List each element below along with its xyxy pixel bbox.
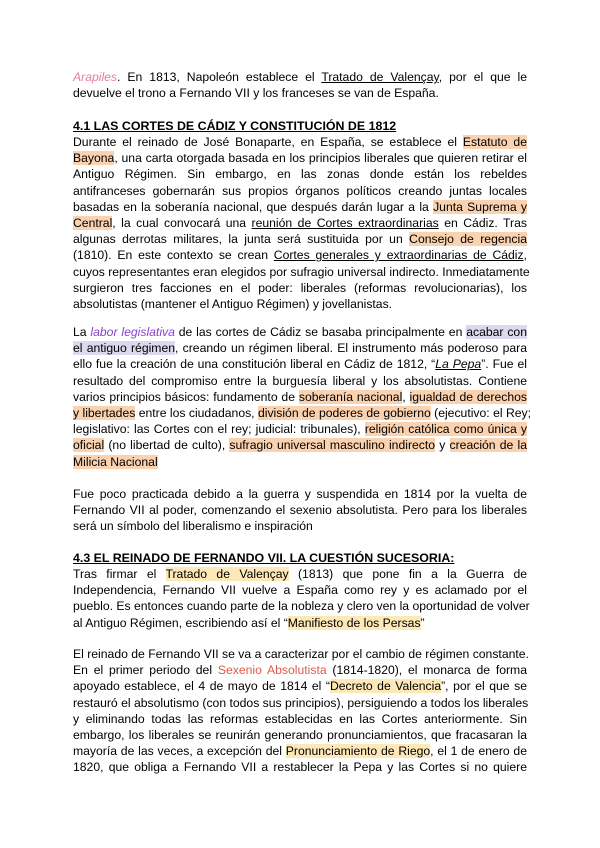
text-line: varios principios básicos: fundamento de soberanía nacional, igualdad de derechos — [73, 389, 527, 404]
text-line: Independencia, Fernando VII vuelve a España como rey y es aclamado por el — [73, 583, 527, 598]
text-line: Tras firmar el Tratado de Valençay (1813) que pone fin a la Guerra de — [73, 567, 527, 581]
section-heading-cortes-cadiz: 4.1 LAS CORTES DE CÁDIZ Y CONSTITUCIÓN DE 1812 — [73, 119, 397, 133]
text-line: apoyado establece, el 4 de mayo de 1814 el “Decreto de Valencia”, por el que se — [73, 679, 527, 694]
paragraph-poco-practicada — [73, 486, 527, 535]
text-line: algunas derrotas militares, la junta será sustituida por un Consejo de regencia — [73, 232, 528, 247]
text-line: Fue poco practicada debido a la guerra y suspendida en 1814 por la vuelta de — [73, 487, 527, 501]
highlight-acabar-con: acabar con — [466, 325, 527, 339]
highlight-religion: religión católica como única y — [364, 422, 527, 437]
text-line: Bayona, una carta otorgada basada en los principios liberales que quieren retirar el — [73, 151, 527, 166]
highlight-junta-suprema: Junta Suprema y — [433, 199, 527, 214]
paragraph-cortes-cadiz — [73, 134, 530, 312]
term-labor-legislativa: labor legislativa — [90, 325, 175, 339]
underlined-cortes-generales: Cortes generales y extraordinarias de Cádiz — [273, 248, 524, 263]
text-line: devuelve el trono a Fernando VII y los franceses se van de España. — [73, 86, 439, 101]
text-line: La labor legislativa de las cortes de Cádiz se basaba principalmente en acabar con — [73, 325, 527, 339]
highlight-consejo-regencia: Consejo de regencia — [409, 232, 528, 247]
text-line: será un símbolo del liberalismo e inspiración — [73, 519, 313, 534]
text-line: resultado del compromiso entre la burguesía liberal y los absolutistas. Contiene — [73, 373, 527, 388]
highlight-manifiesto-persas: Manifiesto de los Persas — [287, 615, 421, 630]
highlight-soberania: soberanía nacional — [298, 389, 403, 404]
term-la-pepa: La Pepa — [435, 357, 482, 372]
text-line: cuyos representantes eran elegidos por sufragio universal indirecto. Inmediatamente — [73, 264, 530, 279]
highlight-antiguo-regimen: el antiguo régimen — [73, 341, 176, 356]
text-line: legislativo: las Cortes con el rey; judicial: tribunales), religión católica como única y — [73, 422, 527, 437]
text-line: y eliminando todas las reformas establecidas en las Cortes anteriormente. Sin — [73, 711, 527, 726]
text-line: absolutistas (mantener el Antiguo Régimen) y jovellanistas. — [73, 296, 393, 311]
text-line: el antiguo régimen, creando un régimen liberal. El instrumento más poderoso para — [73, 341, 527, 356]
text-line: mayoría de las veces, a excepción del Pronunciamiento de Riego, el 1 de enero de — [73, 744, 527, 759]
highlight-pronunciamiento-riego: Pronunciamiento de Riego — [285, 744, 431, 759]
text-line: 1820, que obliga a Fernando VII a restablecer la Pepa y las Cortes si no quiere — [73, 760, 527, 775]
highlight-creacion: creación de la — [449, 438, 527, 453]
text-line: Fernando VII al poder, comenzando el sexenio absolutista. Pero para los liberales — [73, 503, 527, 518]
text-line: restauró el absolutismo (con todos sus principios), persiguiendo a todos los liberales — [73, 695, 529, 710]
highlight-bayona: Bayona — [73, 151, 115, 166]
place-name-arapiles: Arapiles — [73, 70, 118, 84]
text-line: Antiguo Régimen. Sin embargo, en las zonas donde están los rebeldes — [73, 167, 527, 182]
text-line: basadas en la soberanía nacional, que después darán lugar a la Junta Suprema y — [73, 199, 527, 214]
text-line: Central, la cual convocará una reunión de Cortes extraordinarias en Cádiz. Tras — [73, 215, 527, 230]
highlight-oficial: oficial — [73, 438, 105, 453]
text-line: oficial (no libertad de culto), sufragio universal masculino indirecto y creación de la — [73, 438, 527, 453]
text-line: Arapiles. En 1813, Napoleón establece el Tratado de Valençay, por el que le — [73, 70, 527, 84]
paragraph-intro — [73, 69, 527, 101]
highlight-milicia: Milicia Nacional — [73, 454, 158, 469]
text-line: al Antiguo Régimen, escribiendo así el “Manifiesto de los Persas” — [73, 615, 425, 630]
highlight-division-poderes: división de poderes de gobierno — [257, 405, 431, 420]
text-line: pueblo. Es entonces cuando parte de la nobleza y clero ven la oportunidad de volver — [73, 599, 530, 614]
underlined-reunion-cortes: reunión de Cortes extraordinarias — [251, 215, 439, 230]
highlight-decreto-valencia: Decreto de Valencia — [329, 679, 442, 694]
text-line: embargo, los liberales se reunirán generando pronunciamientos, que fracasaran la — [73, 727, 527, 742]
treaty-valencay-link: Tratado de Valençay — [321, 70, 439, 84]
highlight-sufragio: sufragio universal masculino indirecto — [229, 438, 436, 453]
text-line: El reinado de Fernando VII se va a caracterizar por el cambio de régimen constante. — [73, 647, 529, 661]
text-line: ello fue la creación de una constitución liberal en Cádiz de 1812, “La Pepa”. Fue el — [73, 357, 527, 372]
section-heading-fernando-vii: 4.3 EL REINADO DE FERNANDO VII. LA CUESTIÓN SUCESORIA: — [73, 551, 455, 565]
paragraph-tratado-valencay — [73, 566, 530, 631]
text-line — [73, 454, 527, 470]
highlight-estatuto: Estatuto de — [462, 135, 527, 149]
paragraph-labor-legislativa — [73, 324, 531, 470]
highlight-libertades: y libertades — [73, 405, 136, 420]
text-line: antifranceses gobernarán sus propios órganos políticos creando juntas locales — [73, 183, 527, 198]
term-sexenio-absolutista: Sexenio Absolutista — [217, 663, 327, 678]
highlight-tratado-valencay: Tratado de Valençay — [165, 567, 289, 581]
text-line: y libertades entre los ciudadanos, división de poderes de gobierno (ejecutivo: el Rey; — [73, 405, 531, 420]
text-line: Durante el reinado de José Bonaparte, en España, se establece el Estatuto de — [73, 135, 527, 149]
text-line: En el primer periodo del Sexenio Absolutista (1814-1820), el monarca de forma — [73, 663, 527, 678]
text-line: (1810). En este contexto se crean Cortes generales y extraordinarias de Cádiz, — [73, 248, 527, 263]
paragraph-reinado — [73, 646, 527, 776]
text-line: surgieron tres facciones en el poder: liberales (reformas revolucionarias), los — [73, 280, 527, 295]
highlight-central: Central — [73, 215, 113, 230]
highlight-igualdad: igualdad de derechos — [409, 389, 527, 404]
